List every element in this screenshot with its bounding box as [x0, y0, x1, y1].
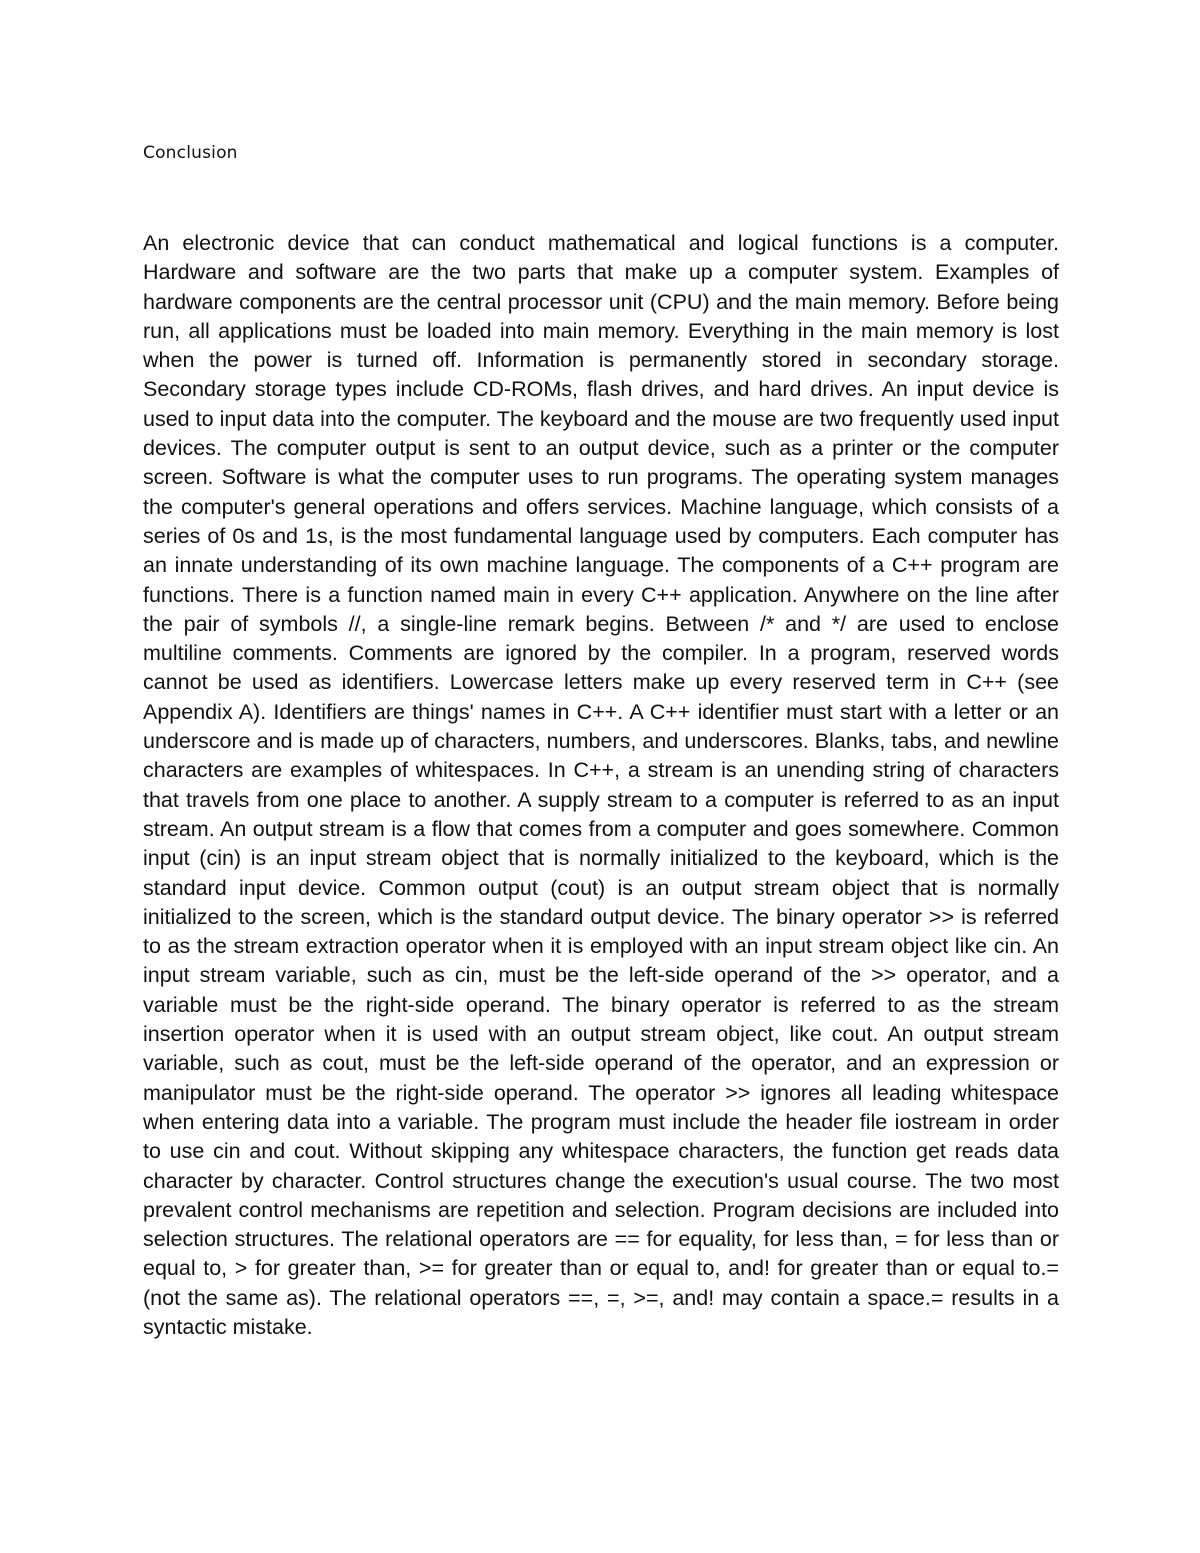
conclusion-paragraph: An electronic device that can conduct mathematical and logical functions is a computer. Hardware and software are the two parts that make up a computer system. Examples of hardware components are the central processor unit (CPU) and the main memory. Before being run, all applications must be loaded into main memory. Everything in the main memory is lost when the power is turned off. Information is permanently stored in secondary storage. Secondary storage types include CD-ROMs, flash drives, and hard drives. An input device is used to input data into the computer. The keyboard and the mouse are two frequently used input devices. The computer output is sent to an output device, such as a printer or the computer screen. Software is what the computer uses to run programs. The operating system manages the computer's general operations and offers services. Machine language, which consists of a series of 0s and 1s, is the most fundamental language used by computers. Each computer has an innate understanding of its own machine language. The components of a C++ program are functions. There is a function named main in every C++ application. Anywhere on the line after the pair of symbols //, a single-line remark begins. Between /* and */ are used to enclose multiline comments. Comments are ignored by the compiler. In a program, reserved words cannot be used as identifiers. Lowercase letters make up every reserved term in C++ (see Appendix A). Identifiers are things' names in C++. A C++ identifier must start with a letter or an underscore and is made up of characters, numbers, and underscores. Blanks, tabs, and newline characters are examples of whitespaces. In C++, a stream is an unending string of characters that travels from one place to another. A supply stream to a computer is referred to as an input stream. An output stream is a flow that comes from a computer and goes somewhere. Common input (cin) is an input stream object that is normally initialized to the keyboard, which is the standard input device. Common output (cout) is an output stream object that is normally initialized to the screen, which is the standard output device. The binary operator >> is referred to as the stream extraction operator when it is employed with an input stream object like cin. An input stream variable, such as cin, must be the left-side operand of the >> operator, and a variable must be the right-side operand. The binary operator is referred to as the stream insertion operator when it is used with an output stream object, like cout. An output stream variable, such as cout, must be the left-side operand of the operator, and an expression or manipulator must be the right-side operand. The operator >> ignores all leading whitespace when entering data into a variable. The program must include the header file iostream in order to use cin and cout. Without skipping any whitespace characters, the function get reads data character by character. Control structures change the execution's usual course. The two most prevalent control mechanisms are repetition and selection. Program decisions are included into selection structures. The relational operators are == for equality, for less than, = for less than or equal to, > for greater than, >= for greater than or equal to, and! for greater than or equal to.= (not the same as). The relational operators ==, =, >=, and! may contain a space.= results in a syntactic mistake. [143, 231, 1059, 1339]
document-heading: Conclusion [143, 143, 238, 163]
